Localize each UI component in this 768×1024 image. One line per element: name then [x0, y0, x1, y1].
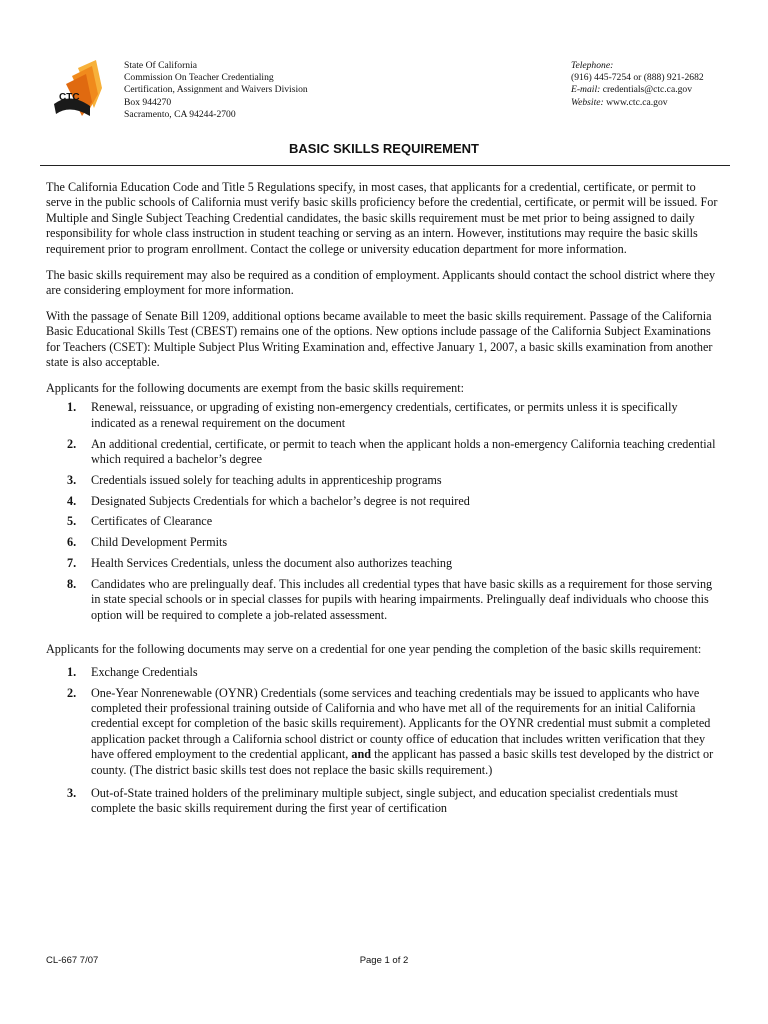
list-item [46, 400, 722, 431]
list-text: One-Year Nonrenewable (OYNR) Credentials (some services and teaching credentials may be issued to applicants who have completed their professional training outside of California and who have met all of the requirements for an initial California credential except for completion of the basic skills requirement). Applicants for the OYNR credential must submit a completed application packet through a California school district or county office of education that includes written verification that they have offered employment to the credential applicant, [91, 685, 711, 762]
pending-intro: Applicants for the following documents may serve on a credential for one year pending the completion of the basic skills requirement: [46, 642, 702, 657]
list-item [46, 494, 722, 509]
list-item [46, 686, 722, 778]
exempt-list [46, 400, 722, 623]
list-text: Renewal, reissuance, or upgrading of existing non-emergency credentials, certificates, or permits unless it is specifically indicated as a renewal requirement on the document [91, 400, 678, 430]
list-item [46, 437, 722, 468]
list-text: Exchange Credentials [91, 664, 198, 679]
list-item [46, 665, 722, 680]
page-number: Page 1 of 2 [359, 955, 409, 966]
list-item [46, 514, 722, 529]
email-label: E-mail: [571, 84, 601, 96]
paragraph: The California Education Code and Title 5 Regulations specify, in most cases, that applicants for a credential, certificate, or permit to serve in the public schools of California must verify basic skills proficiency before the credential, certificate, or permit will be issued. For Multiple and Single Subject Teaching Credential candidates, the basic skills requirement must be met prior to being assigned to daily responsibility for whole class instruction in student teaching or serving as an intern. However, institutions may require the basic skills requirement prior to program enrollment. Contact the college or university education department for more information. [46, 180, 718, 256]
list-number: 3. [67, 786, 77, 801]
telephone-label: Telephone: [571, 60, 614, 71]
address-block [124, 60, 308, 121]
exempt-intro: Applicants for the following documents are exempt from the basic skills requirement: [46, 380, 464, 395]
list-text: Credentials issued solely for teaching adults in apprenticeship programs [91, 472, 442, 487]
list-text: Certificates of Clearance [91, 514, 213, 529]
paragraph: With the passage of Senate Bill 1209, additional options became available to meet the basic skills requirement. Passage of the California Basic Educational Skills Test (CBEST) remains one of the options. New options include passage of the California Subject Examinations for Teachers (CSET): Multiple Subject Plus Writing Examination and, effective January 1, 2007, a basic skills examination from another state is also acceptable. [46, 308, 713, 370]
contact-block [571, 60, 704, 109]
list-item [46, 473, 722, 488]
list-text: the applicant has passed a basic skills test developed by the district or county. (The district basic skills test does not replace the basic skills requirement.) [91, 747, 714, 777]
logo-text: CTC [59, 92, 80, 103]
list-number: 6. [67, 535, 77, 550]
address-line: Certification, Assignment and Waivers Division [124, 84, 308, 96]
pending-list [46, 665, 722, 817]
list-text: Out-of-State trained holders of the preliminary multiple subject, single subject, and education specialist credentials must complete the basic skills requirement during the first year of certification [91, 786, 678, 816]
ctc-logo [52, 58, 114, 124]
document-body [46, 180, 722, 822]
list-item [46, 577, 722, 623]
list-text: Health Services Credentials, unless the document also authorizes teaching [91, 555, 453, 570]
list-text-bold: and [351, 747, 372, 762]
website-link[interactable]: www.ctc.ca.gov [606, 96, 668, 108]
list-number: 5. [67, 514, 77, 529]
letterhead [0, 0, 768, 160]
list-item [46, 556, 722, 571]
list-number: 7. [67, 555, 77, 570]
list-number: 2. [67, 685, 77, 700]
list-text: Child Development Permits [91, 535, 228, 550]
website-label: Website: [571, 96, 604, 108]
address-line: Commission On Teacher Credentialing [124, 72, 274, 84]
address-line: Box 944270 [124, 96, 172, 108]
spacer [46, 628, 722, 642]
list-number: 1. [67, 664, 77, 679]
list-number: 1. [67, 400, 77, 415]
list-item [46, 535, 722, 550]
list-number: 4. [67, 493, 77, 508]
list-number: 2. [67, 436, 77, 451]
address-line: State Of California [124, 60, 197, 71]
list-text: An additional credential, certificate, or permit to teach when the applicant holds a non-emergency California teaching credential which required a bachelor’s degree [91, 436, 716, 466]
paragraph: The basic skills requirement may also be required as a condition of employment. Applicants should contact the school district where they are considering employment for more information. [46, 267, 716, 297]
telephone-number: (916) 445-7254 or (888) 921-2682 [571, 72, 704, 84]
list-number: 8. [67, 576, 77, 591]
email-address[interactable]: credentials@ctc.ca.gov [602, 84, 692, 96]
list-text: Designated Subjects Credentials for which a bachelor’s degree is not required [91, 493, 470, 508]
title-divider [40, 165, 730, 166]
form-id: CL-667 7/07 [46, 955, 99, 966]
page-title: BASIC SKILLS REQUIREMENT [289, 141, 479, 156]
list-number: 3. [67, 472, 77, 487]
list-item [46, 786, 722, 817]
address-line: Sacramento, CA 94244-2700 [124, 108, 236, 120]
list-text: Candidates who are prelingually deaf. This includes all credential types that have basic skills as a requirement for those serving in state special schools or in special classes for pupils with hearing impairments. Prelingually deaf individuals who choose this option will be required to complete a job-related assessment. [91, 576, 713, 622]
